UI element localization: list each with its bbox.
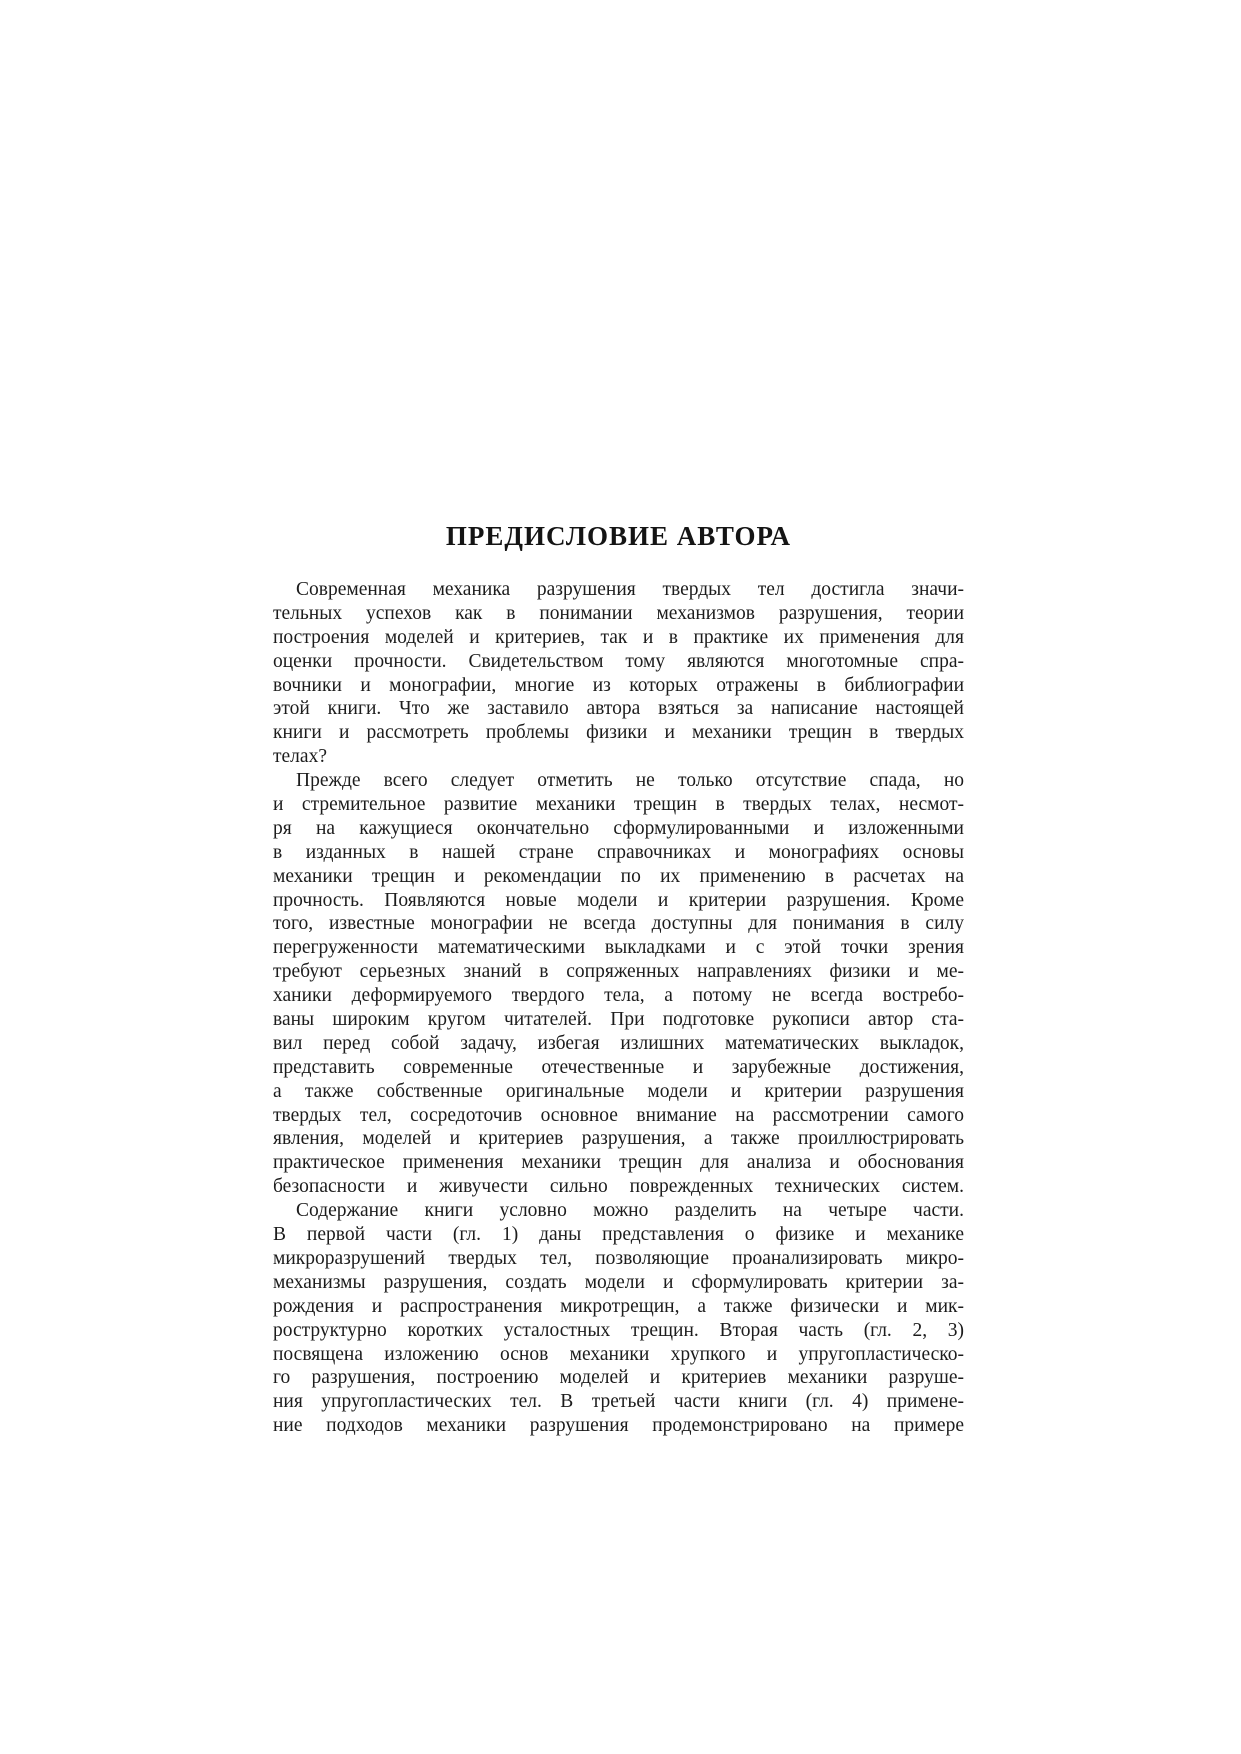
text-line: Современная механика разрушения твердых тел достигла значи- bbox=[296, 579, 964, 600]
paragraph bbox=[273, 578, 964, 769]
text-line: твердых тел, сосредоточив основное внимание на рассмотрении самого bbox=[273, 1104, 964, 1126]
text-line: вочники и монографии, многие из которых отражены в библиографии bbox=[273, 674, 964, 696]
text-line: посвящена изложению основ механики хрупкого и упругопластическо- bbox=[273, 1343, 964, 1365]
text-line: механики трещин и рекомендации по их применению в расчетах на bbox=[273, 865, 964, 887]
text-line: этой книги. Что же заставило автора взяться за написание настоящей bbox=[273, 698, 964, 720]
text-line: того, известные монографии не всегда доступны для понимания в силу bbox=[273, 913, 964, 935]
text-line: роструктурно коротких усталостных трещин. Вторая часть (гл. 2, 3) bbox=[273, 1319, 964, 1341]
text-line: прочность. Появляются новые модели и критерии разрушения. Кроме bbox=[273, 889, 964, 911]
text-line: тельных успехов как в понимании механизмов разрушения, теории bbox=[273, 602, 964, 624]
text-line: ние подходов механики разрушения продемонстрировано на примере bbox=[273, 1415, 964, 1437]
text-line: Прежде всего следует отметить не только отсутствие спада, но bbox=[296, 770, 964, 792]
text-line: в изданных в нашей стране справочниках и монографиях основы bbox=[273, 841, 964, 863]
text-line: го разрушения, построению моделей и критериев механики разруше- bbox=[273, 1367, 964, 1389]
text-line: безопасности и живучести сильно поврежденных технических систем. bbox=[273, 1176, 964, 1198]
text-line: В первой части (гл. 1) даны представления о физике и механике bbox=[273, 1224, 964, 1246]
text-line: ния упругопластических тел. В третьей части книги (гл. 4) примене- bbox=[273, 1391, 964, 1413]
text-line: ваны широким кругом читателей. При подготовке рукописи автор ста- bbox=[273, 1009, 964, 1031]
paragraph bbox=[273, 1199, 964, 1438]
text-line: книги и рассмотреть проблемы физики и механики трещин в твердых bbox=[273, 722, 964, 744]
text-line: перегруженности математическими выкладками и с этой точки зрения bbox=[273, 937, 964, 959]
text-line: оценки прочности. Свидетельством тому являются многотомные спра- bbox=[273, 650, 964, 672]
text-line: механизмы разрушения, создать модели и сформулировать критерии за- bbox=[273, 1271, 964, 1293]
text-line: требуют серьезных знаний в сопряженных направлениях физики и ме- bbox=[273, 961, 964, 983]
text-line: построения моделей и критериев, так и в практике их применения для bbox=[273, 626, 964, 648]
text-line: а также собственные оригинальные модели и критерии разрушения bbox=[273, 1080, 964, 1102]
text-body bbox=[273, 578, 964, 1438]
text-line: рождения и распространения микротрещин, а также физически и мик- bbox=[273, 1295, 964, 1317]
text-line: Содержание книги условно можно разделить на четыре части. bbox=[296, 1200, 964, 1222]
text-line: вил перед собой задачу, избегая излишних математических выкладок, bbox=[273, 1032, 964, 1054]
paragraph bbox=[273, 769, 964, 1199]
text-line: представить современные отечественные и зарубежные достижения, bbox=[273, 1056, 964, 1078]
page-title: ПРЕДИСЛОВИЕ АВТОРА bbox=[445, 521, 792, 551]
text-line: ханики деформируемого твердого тела, а потому не всегда востребо- bbox=[273, 985, 964, 1007]
text-line: микроразрушений твердых тел, позволяющие проанализировать микро- bbox=[273, 1247, 964, 1269]
text-line: телах? bbox=[273, 746, 327, 768]
text-line: явления, моделей и критериев разрушения, а также проиллюстрировать bbox=[273, 1128, 964, 1150]
text-line: практическое применения механики трещин для анализа и обоснования bbox=[273, 1152, 964, 1174]
text-line: ря на кажущиеся окончательно сформулированными и изложенными bbox=[273, 817, 964, 839]
text-line: и стремительное развитие механики трещин в твердых телах, несмот- bbox=[273, 794, 964, 816]
